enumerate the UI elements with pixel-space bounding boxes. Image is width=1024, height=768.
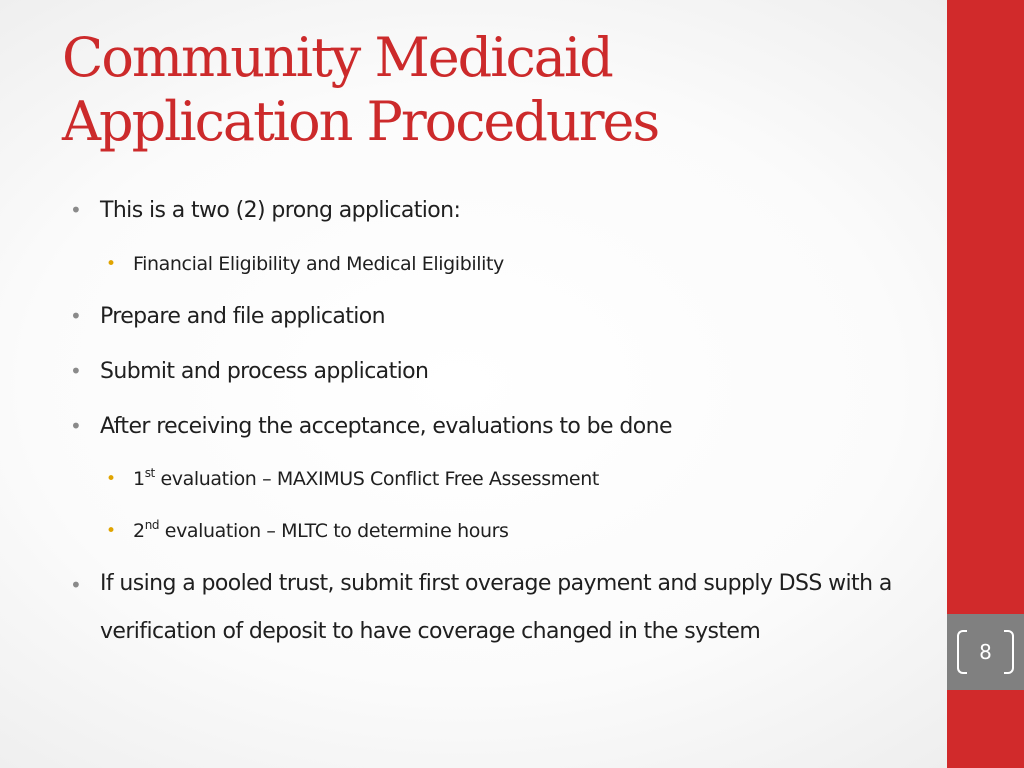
bullet-dot-icon: • bbox=[70, 304, 82, 328]
ordinal-number: 1 bbox=[133, 468, 145, 490]
sub-bullet-item bbox=[106, 253, 504, 275]
bullet-item bbox=[70, 414, 672, 439]
bullet-item bbox=[70, 573, 900, 656]
sub-bullet-dot-icon: • bbox=[106, 254, 116, 274]
bullet-text: Submit and process application bbox=[100, 359, 429, 384]
page-number-box bbox=[947, 614, 1024, 690]
sub-bullet-dot-icon: • bbox=[106, 521, 116, 541]
ordinal-number: 2 bbox=[133, 520, 145, 542]
page-number: 8 bbox=[979, 640, 992, 664]
sub-bullet-item bbox=[106, 520, 509, 542]
page-number-frame bbox=[957, 630, 1014, 674]
sub-bullet-rest: evaluation – MLTC to determine hours bbox=[159, 520, 509, 542]
bullet-text: After receiving the acceptance, evaluations to be done bbox=[100, 414, 672, 439]
ordinal-suffix: st bbox=[144, 466, 155, 480]
bullet-dot-icon: • bbox=[70, 414, 82, 438]
bullet-text: This is a two (2) prong application: bbox=[100, 198, 461, 223]
sub-bullet-text bbox=[133, 468, 599, 490]
sub-bullet-rest: evaluation – MAXIMUS Conflict Free Assessment bbox=[154, 468, 599, 490]
bullet-text: Prepare and file application bbox=[100, 304, 385, 329]
bullet-item bbox=[70, 304, 385, 329]
bullet-dot-icon: • bbox=[70, 573, 82, 597]
slide-title bbox=[62, 26, 922, 154]
sub-bullet-dot-icon: • bbox=[106, 469, 116, 489]
sub-bullet-text bbox=[133, 520, 509, 542]
ordinal-suffix: nd bbox=[144, 518, 160, 532]
title-line-1: Community Medicaid bbox=[62, 26, 612, 89]
sub-bullet-text: Financial Eligibility and Medical Eligibility bbox=[133, 253, 504, 275]
bullet-item bbox=[70, 359, 428, 384]
sub-bullet-item bbox=[106, 468, 599, 490]
bullet-dot-icon: • bbox=[70, 198, 82, 222]
bullet-item bbox=[70, 198, 460, 223]
title-line-2: Application Procedures bbox=[62, 90, 659, 153]
bullet-dot-icon: • bbox=[70, 359, 82, 383]
bullet-text: If using a pooled trust, submit first overage payment and supply DSS with a verification of deposit to have coverage changed in the system bbox=[100, 571, 892, 644]
